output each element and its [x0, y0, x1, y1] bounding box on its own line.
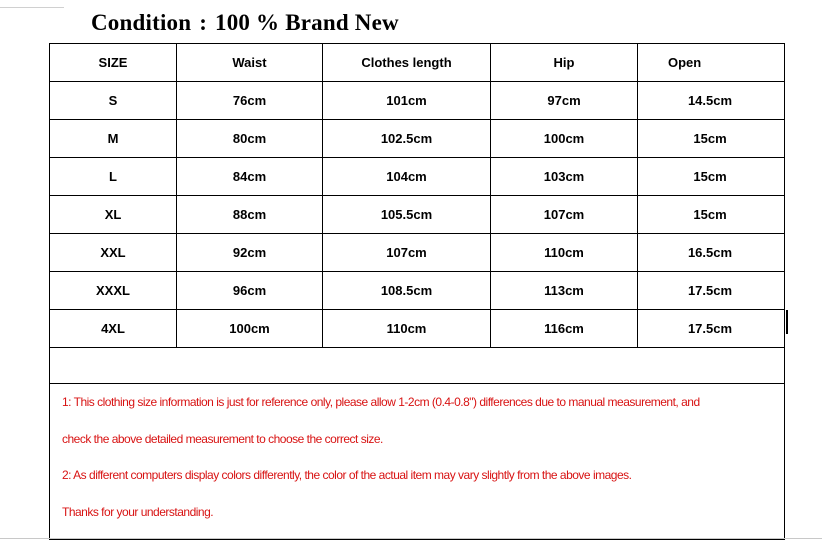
- page-title: [91, 10, 399, 36]
- header-waist: Waist: [177, 44, 323, 82]
- table-row: [50, 158, 785, 196]
- note-line: 2: As different computers display colors differently, the color of the actual item may vary slightly from the above images.: [62, 468, 632, 482]
- size-chart-table: [49, 43, 785, 540]
- empty-cell: [50, 348, 785, 384]
- note-line: check the above detailed measurement to choose the correct size.: [62, 431, 383, 446]
- cell-hip: 107cm: [491, 196, 638, 234]
- cell-clothes-length: 107cm: [323, 234, 491, 272]
- cell-waist: 100cm: [177, 310, 323, 348]
- cell-waist: 88cm: [177, 196, 323, 234]
- cell-hip: 116cm: [491, 310, 638, 348]
- bottom-rule: [0, 538, 822, 539]
- table-row: [50, 120, 785, 158]
- cell-size: XXL: [50, 234, 177, 272]
- cell-size: S: [50, 82, 177, 120]
- cell-size: M: [50, 120, 177, 158]
- cell-hip: 113cm: [491, 272, 638, 310]
- cell-open: 15cm: [638, 158, 785, 196]
- title-separator: :: [199, 10, 208, 35]
- header-size: SIZE: [50, 44, 177, 82]
- title-text: 100 % Brand New: [215, 10, 399, 35]
- cell-hip: 97cm: [491, 82, 638, 120]
- table-row: [50, 272, 785, 310]
- header-clothes-length: Clothes length: [323, 44, 491, 82]
- header-hip: Hip: [491, 44, 638, 82]
- cell-hip: 103cm: [491, 158, 638, 196]
- cell-waist: 76cm: [177, 82, 323, 120]
- table-row: [50, 310, 785, 348]
- empty-row: [50, 348, 785, 384]
- cell-clothes-length: 110cm: [323, 310, 491, 348]
- cell-size: XL: [50, 196, 177, 234]
- note-line: 1: This clothing size information is just for reference only, please allow 1-2cm (0.4-0.8") differences due to manual measurement, and: [62, 395, 700, 409]
- cell-clothes-length: 104cm: [323, 158, 491, 196]
- cell-open: 17.5cm: [638, 272, 785, 310]
- cell-open: 15cm: [638, 120, 785, 158]
- header-open: Open: [638, 44, 785, 82]
- cell-hip: 100cm: [491, 120, 638, 158]
- table-row: [50, 196, 785, 234]
- cell-hip: 110cm: [491, 234, 638, 272]
- cell-open: 14.5cm: [638, 82, 785, 120]
- cell-clothes-length: 105.5cm: [323, 196, 491, 234]
- cell-clothes-length: 102.5cm: [323, 120, 491, 158]
- cell-size: XXXL: [50, 272, 177, 310]
- note-line: Thanks for your understanding.: [62, 504, 214, 519]
- notes-cell: [50, 384, 785, 540]
- table-row: [50, 82, 785, 120]
- title-label: Condition: [91, 10, 192, 35]
- cell-open: 17.5cm: [638, 310, 785, 348]
- cell-waist: 92cm: [177, 234, 323, 272]
- cell-clothes-length: 101cm: [323, 82, 491, 120]
- text-cursor: [786, 310, 788, 334]
- cell-clothes-length: 108.5cm: [323, 272, 491, 310]
- cell-size: 4XL: [50, 310, 177, 348]
- cell-open: 15cm: [638, 196, 785, 234]
- cell-open: 16.5cm: [638, 234, 785, 272]
- corner-rule: [0, 0, 64, 8]
- cell-size: L: [50, 158, 177, 196]
- cell-waist: 80cm: [177, 120, 323, 158]
- notes-row: [50, 384, 785, 540]
- cell-waist: 96cm: [177, 272, 323, 310]
- cell-waist: 84cm: [177, 158, 323, 196]
- table-row: [50, 234, 785, 272]
- table-header-row: [50, 44, 785, 82]
